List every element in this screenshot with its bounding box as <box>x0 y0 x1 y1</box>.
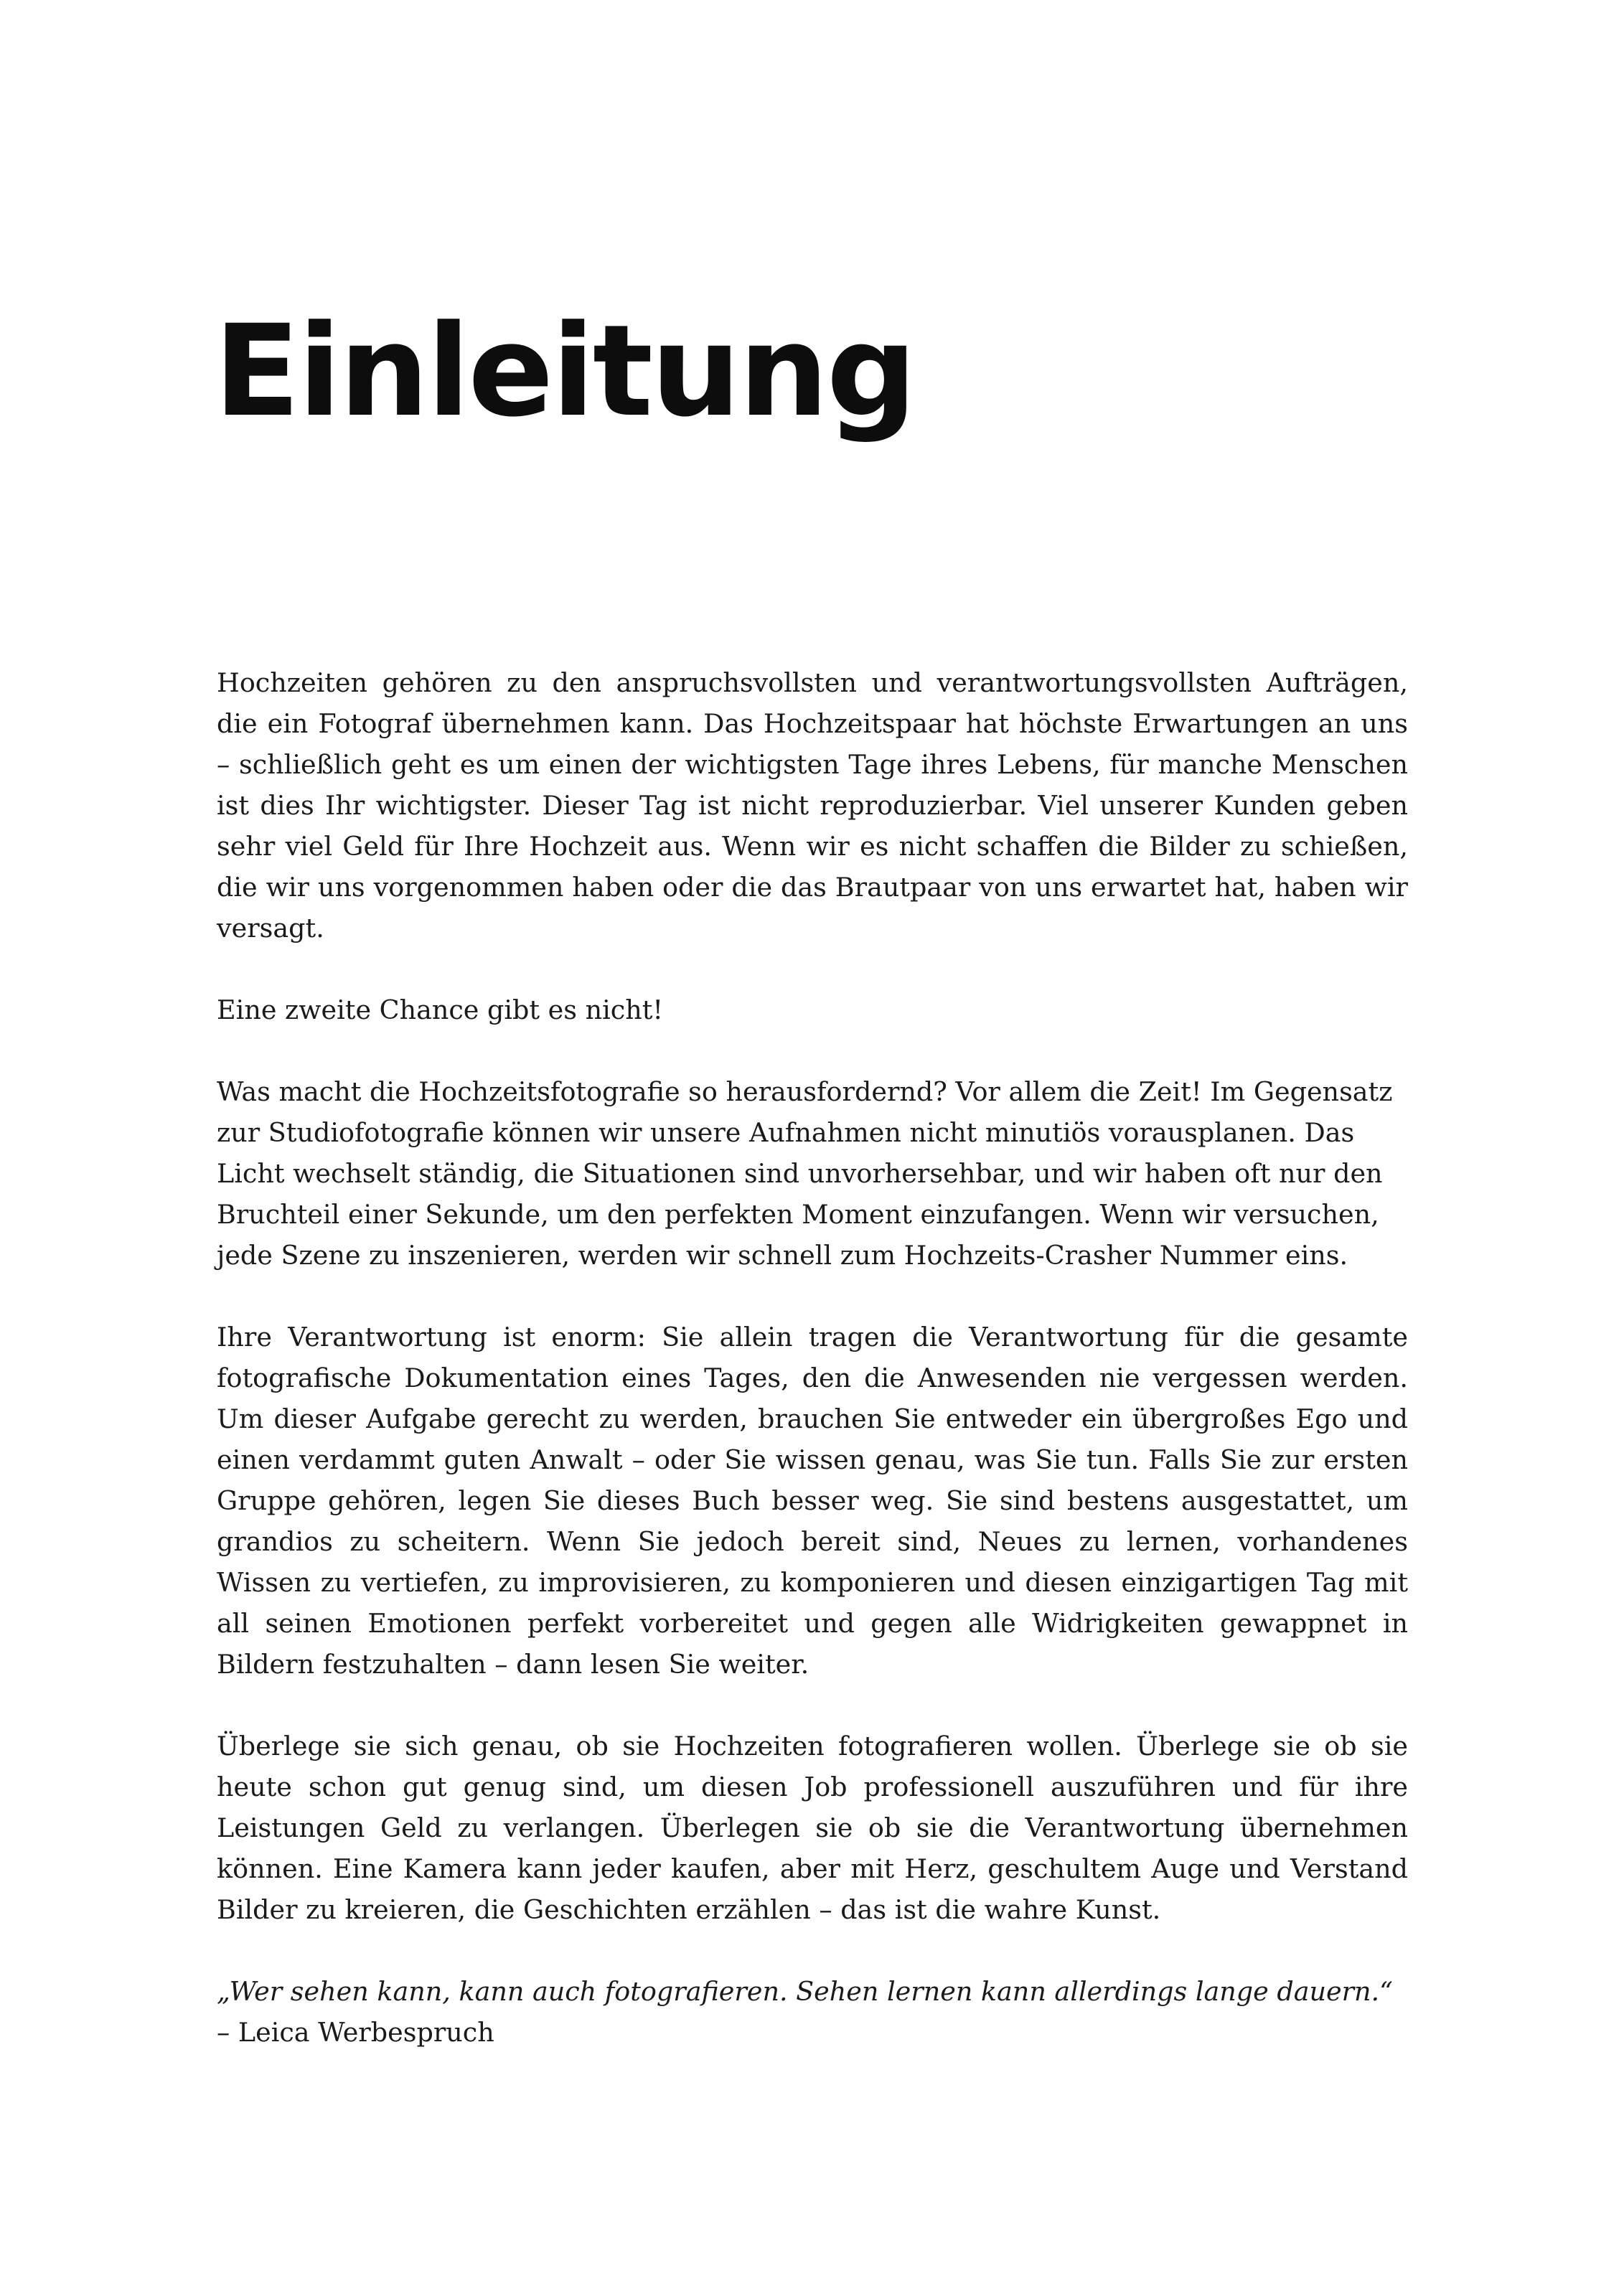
paragraph-responsibility: Ihre Verantwortung ist enorm: Sie allein tragen die Verantwortung für die gesamte fotografische Dokumentation eines Tages, den die Anwesenden nie vergessen werden. Um dieser Aufgabe gerecht zu werden, brauchen Sie entweder ein übergroßes Ego und einen verdammt guten Anwalt – oder Sie wissen genau, was Sie tun. Falls Sie zur ersten Gruppe gehören, legen Sie dieses Buch besser weg. Sie sind bestens ausgestattet, um grandios zu scheitern. Wenn Sie jedoch bereit sind, Neues zu lernen, vorhandenes Wissen zu vertiefen, zu improvisieren, zu komponieren und diesen einzigartigen Tag mit all seinen Emotionen perfekt vorbereitet und gegen alle Widrigkeiten gewappnet in Bildern festzuhalten – dann lesen Sie weiter. <box>217 1322 1408 1680</box>
paragraph-challenge: Was macht die Hochzeitsfotografie so herausfordernd? Vor allem die Zeit! Im Gegensatz zur Studiofotografie können wir unsere Aufnahmen nicht minutiös vorausplanen. Das Licht wechselt ständig, die Situationen sind unvorhersehbar, und wir haben oft nur den Bruchteil einer Sekunde, um den perfekten Moment einzufangen. Wenn wir versuchen, jede Szene zu inszenieren, werden wir schnell zum Hochzeits-Crasher Nummer eins. <box>217 1076 1393 1271</box>
quote-block <box>217 1971 1408 2053</box>
paragraph-consider: Überlege sie sich genau, ob sie Hochzeiten fotografieren wollen. Überlege sie ob sie heute schon gut genug sind, um diesen Job professionell auszuführen und für ihre Leistungen Geld zu verlangen. Überlegen sie ob sie die Verantwortung übernehmen können. Eine Kamera kann jeder kaufen, aber mit Herz, geschultem Auge und Verstand Bilder zu kreieren, die Geschichten erzählen – das ist die wahre Kunst. <box>217 1731 1408 1925</box>
body-text <box>217 662 1408 2094</box>
quote-text: „Wer sehen kann, kann auch fotografieren. Sehen lernen kann allerdings lange dauern.“ <box>217 1976 1393 2007</box>
paragraph-intro: Hochzeiten gehören zu den anspruchsvollsten und verantwortungsvollsten Aufträgen, die ein Fotograf übernehmen kann. Das Hochzeitspaar hat höchste Erwartungen an uns – schließlich geht es um einen der wichtigsten Tage ihres Lebens, für manche Menschen ist dies Ihr wichtigster. Dieser Tag ist nicht reproduzierbar. Viel unserer Kunden geben sehr viel Geld für Ihre Hochzeit aus. Wenn wir es nicht schaffen die Bilder zu schießen, die wir uns vorgenommen haben oder die das Brautpaar von uns erwartet hat, haben wir versagt. <box>217 667 1408 944</box>
paragraph-second-chance: Eine zweite Chance gibt es nicht! <box>217 994 664 1025</box>
quote-attribution: – Leica Werbespruch <box>217 2017 494 2048</box>
page-title: Einleitung <box>214 298 915 445</box>
